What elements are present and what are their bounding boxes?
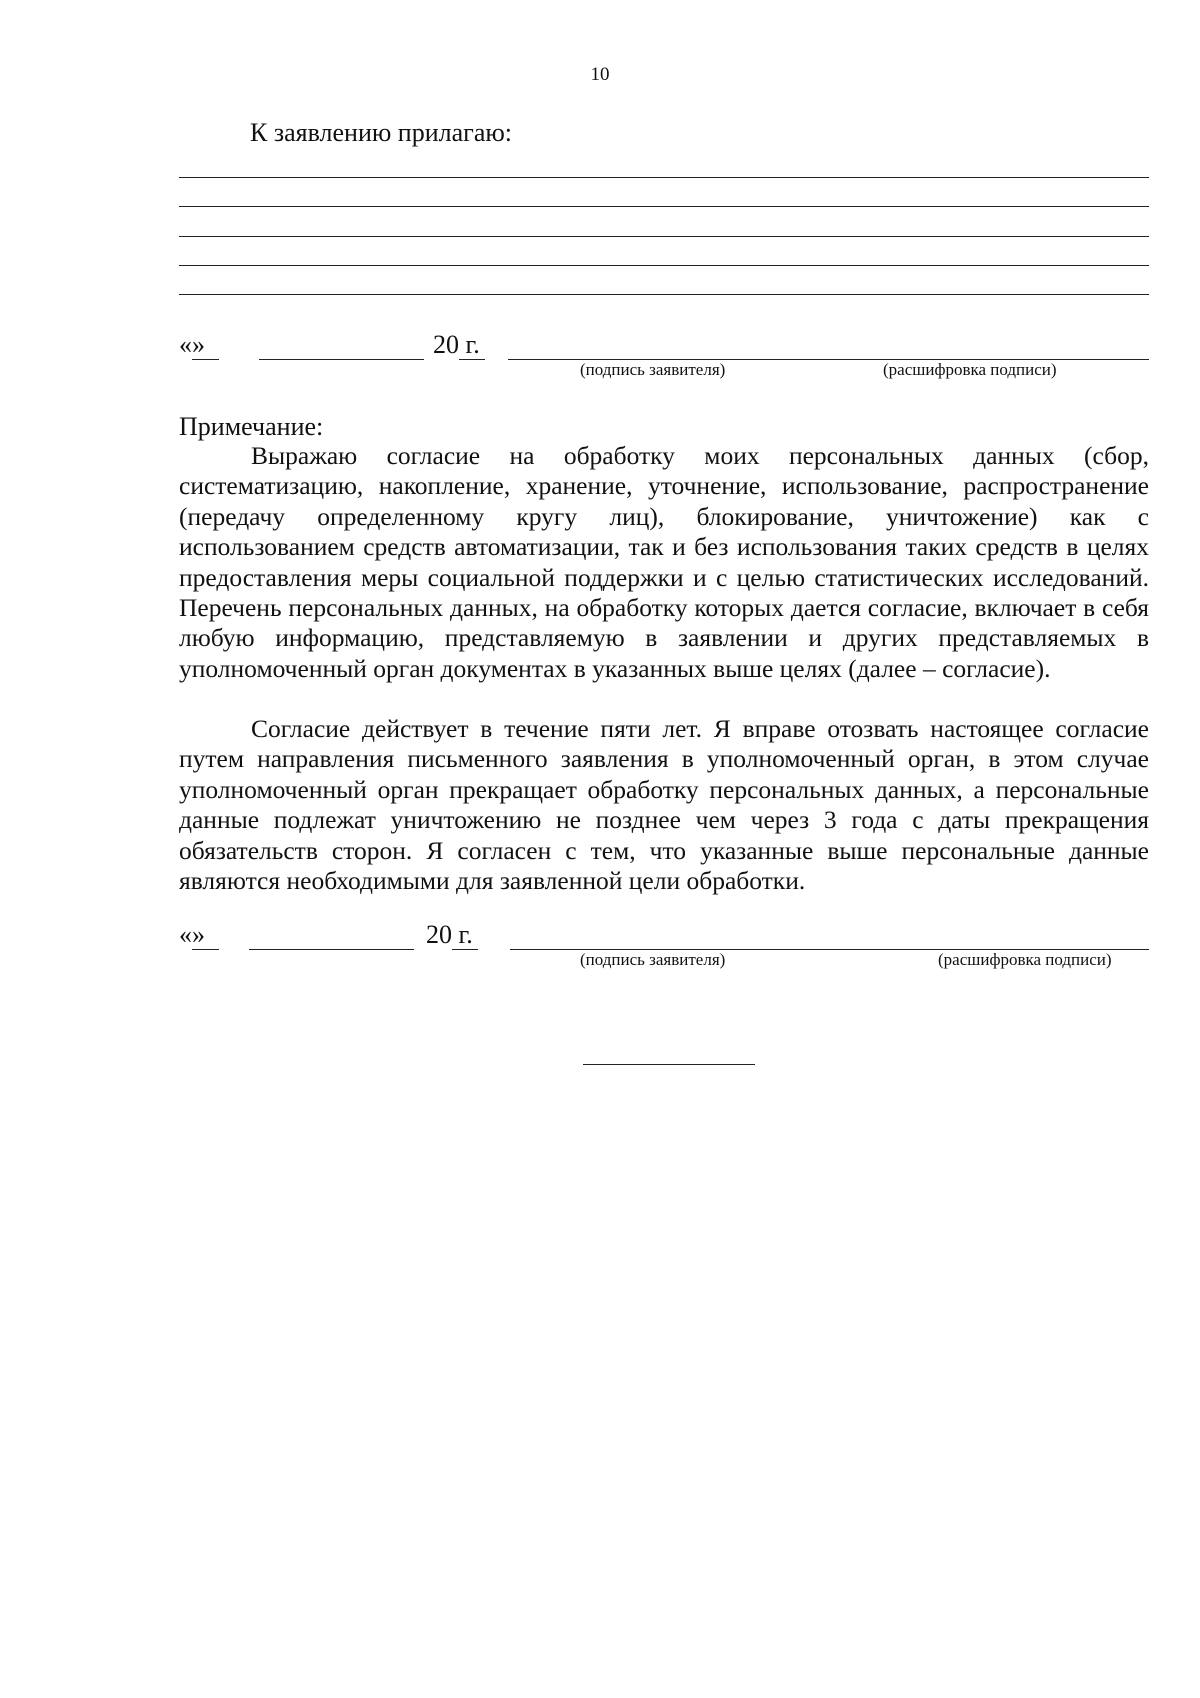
year-prefix: 20 xyxy=(433,330,459,359)
signature-field[interactable] xyxy=(508,335,1149,360)
attachment-line[interactable] xyxy=(179,265,1149,266)
month-field[interactable] xyxy=(259,335,424,360)
open-quote: « xyxy=(179,920,192,949)
page-number: 10 xyxy=(590,64,610,85)
consent-term-paragraph: Согласие действует в течение пяти лет. Я вправе отозвать настоящее согласие путем направления письменного заявления в уполномоченный орган, в этом случае уполномоченный орган прекращает обработку персональных данных, а персональные данные подлежат уничтожению не позднее чем через 3 года с даты прекращения обязательств сторон. Я согласен с тем, что указанные выше персональные данные являются необходимыми для заявленной цели обработки. xyxy=(179,714,1149,896)
signature-caption: (подпись заявителя) xyxy=(580,360,726,379)
attachment-line[interactable] xyxy=(179,236,1149,237)
close-quote: » xyxy=(192,330,205,359)
end-of-document-rule xyxy=(583,1064,755,1065)
attachment-line[interactable] xyxy=(179,294,1149,295)
year-field[interactable] xyxy=(452,925,478,950)
consent-paragraph: Выражаю согласие на обработку моих персональных данных (сбор, систематизацию, накопление, хранение, уточнение, использование, распространение (передачу определенному кругу лиц), блокирование, уничтожение) как с использованием средств автоматизации, так и без использования таких средств в целях предоставления меры социальной поддержки и с целью статистических исследований. Перечень персональных данных, на обработку которых дается согласие, включает в себя любую информацию, представляемую в заявлении и других представляемых в уполномоченный орган документах в указанных выше целях (далее – согласие). xyxy=(179,441,1149,683)
signature-field[interactable] xyxy=(510,925,1149,950)
note-heading: Примечание: xyxy=(179,412,324,441)
day-field[interactable] xyxy=(192,335,219,360)
day-field[interactable] xyxy=(192,925,219,950)
decoding-caption: (расшифровка подписи) xyxy=(883,360,1057,379)
attachment-line[interactable] xyxy=(179,177,1149,178)
attachment-line[interactable] xyxy=(179,206,1149,207)
year-suffix: г. xyxy=(465,330,480,359)
attachments-heading: К заявлению прилагаю: xyxy=(250,118,513,147)
signature-caption: (подпись заявителя) xyxy=(580,950,726,969)
month-field[interactable] xyxy=(249,925,414,950)
year-prefix: 20 xyxy=(426,920,452,949)
signature-row xyxy=(179,324,1149,360)
year-field[interactable] xyxy=(459,335,485,360)
open-quote: « xyxy=(179,330,192,359)
close-quote: » xyxy=(192,920,205,949)
year-suffix: г. xyxy=(458,920,473,949)
signature-row xyxy=(179,914,1149,950)
decoding-caption: (расшифровка подписи) xyxy=(938,950,1112,969)
